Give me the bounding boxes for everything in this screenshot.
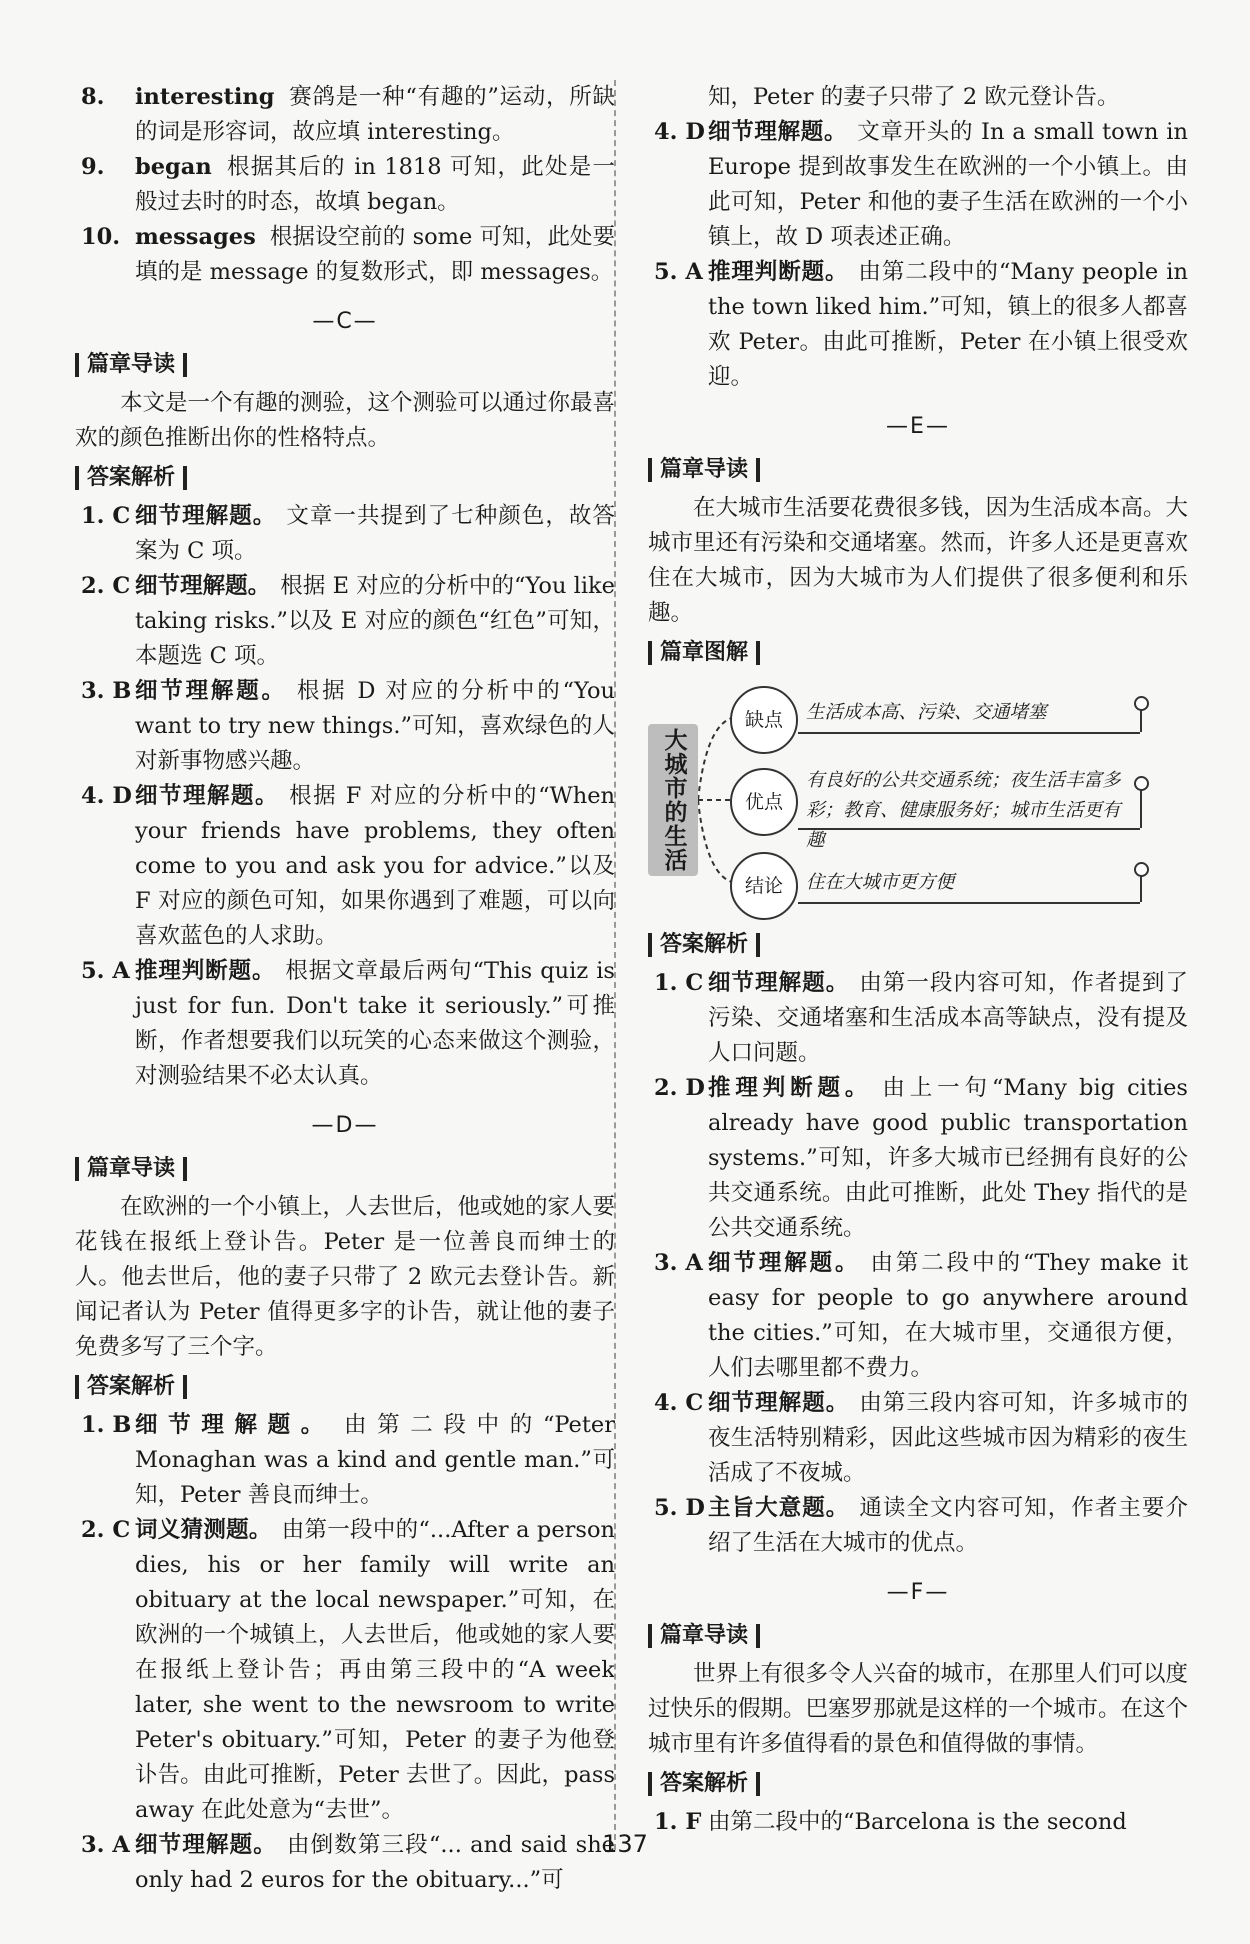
section-c-title: —C— bbox=[312, 309, 378, 334]
question-type: 推理判断题。 bbox=[708, 1075, 873, 1101]
section-f-guide: 世界上有很多令人兴奋的城市，在那里人们可以度过快乐的假期。巴塞罗那就是这样的一个城市。在这个城市里有许多值得看的景色和值得做的事情。 bbox=[648, 1661, 1189, 1757]
item-number: 1. C bbox=[81, 503, 131, 529]
explanation: 根据 D 对应的分析中的“You want to try new things.”可知，喜欢绿色的人对新事物感兴趣。 bbox=[135, 678, 615, 774]
continued-explanation: 知，Peter 的妻子只带了 2 欧元登讣告。 bbox=[708, 84, 1120, 110]
item-number: 1. F bbox=[654, 1809, 702, 1835]
explanation: 通读全文内容可知，作者主要介绍了生活在大城市的优点。 bbox=[708, 1495, 1188, 1556]
answer-item bbox=[648, 966, 1188, 1071]
right-column bbox=[648, 80, 1188, 1840]
question-type: 细节理解题。 bbox=[135, 678, 287, 704]
explanation: 文章开头的 In a small town in Europe 提到故事发生在欧洲的一个小镇上。由此可知，Peter 和他的妻子生活在欧洲的一个小镇上，故 D 项表述正确。 bbox=[708, 119, 1188, 250]
item-number: 9. bbox=[81, 154, 105, 180]
answer-word: interesting bbox=[135, 84, 275, 110]
answer-item bbox=[648, 1071, 1188, 1246]
section-d-guide-heading: 篇章导读 bbox=[75, 1151, 615, 1186]
mind-map bbox=[648, 676, 1188, 921]
explanation: 根据设空前的 some 可知，此处要填的是 message 的复数形式，即 messages。 bbox=[135, 224, 615, 285]
item-number: 2. C bbox=[81, 573, 131, 599]
question-type: 细节理解题。 bbox=[708, 1250, 861, 1276]
explanation: 赛鸽是一种“有趣的”运动，所缺的词是形容词，故应填 interesting。 bbox=[135, 84, 615, 145]
item-number: 4. D bbox=[654, 119, 705, 145]
connector-line bbox=[1140, 786, 1142, 828]
question-type: 词义猜测题。 bbox=[135, 1517, 272, 1543]
explanation: 由第一段中的“...After a person dies, his or her family will write an obituary at the local newspaper.”可知，在欧洲的一个城镇上，人去世后，他或她的家人要在报纸上登讣告；再由第三段中的“A week later, she went to the newsroom to write Peter's obituary.”可知，Peter 的妻子为他登讣告。由此可推断，Peter 去世了。因此，pass away 在此处意为“去世”。 bbox=[135, 1517, 615, 1823]
answer-item bbox=[75, 1513, 615, 1828]
answer-item bbox=[75, 779, 615, 954]
answer-item bbox=[648, 115, 1188, 255]
left-column bbox=[75, 80, 615, 1898]
explanation: 由第二段中的“Peter Monaghan was a kind and gentle man.”可知，Peter 善良而绅士。 bbox=[135, 1412, 615, 1508]
connector-line bbox=[798, 732, 1140, 734]
section-e-title: —E— bbox=[886, 414, 950, 439]
answer-item bbox=[648, 255, 1188, 395]
section-e-guide: 在大城市生活要花费很多钱，因为生活成本高。大城市里还有污染和交通堵塞。然而，许多人还是更喜欢住在大城市，因为大城市为人们提供了很多便利和乐趣。 bbox=[648, 495, 1189, 626]
item-number: 8. bbox=[81, 84, 105, 110]
mind-map-node-text: 住在大城市更方便 bbox=[806, 872, 955, 893]
section-c-guide-heading: 篇章导读 bbox=[75, 347, 615, 382]
connector-line bbox=[798, 902, 1140, 904]
answer-item bbox=[75, 80, 615, 150]
explanation: 由第二段中的“Many people in the town liked him.”可知，镇上的很多人都喜欢 Peter。由此可推断，Peter 在小镇上很受欢迎。 bbox=[708, 259, 1188, 390]
mind-map-node: 优点 bbox=[730, 768, 798, 836]
explanation: 根据 F 对应的分析中的“When your friends have problems, they often come to you and ask you for advice.”以及 F 对应的颜色可知，如果你遇到了难题，可以向喜欢蓝色的人求助。 bbox=[135, 783, 615, 949]
item-number: 5. D bbox=[654, 1495, 705, 1521]
section-e-diagram-heading: 篇章图解 bbox=[648, 635, 1188, 670]
answer-item bbox=[648, 1491, 1188, 1561]
section-d-answers-heading: 答案解析 bbox=[75, 1369, 615, 1404]
page-number: 137 bbox=[602, 1830, 648, 1858]
answer-item bbox=[75, 954, 615, 1094]
answer-item bbox=[648, 1386, 1188, 1491]
section-e-guide-heading: 篇章导读 bbox=[648, 452, 1188, 487]
item-number: 3. A bbox=[81, 1832, 130, 1858]
explanation: 文章一共提到了七种颜色，故答案为 C 项。 bbox=[135, 503, 615, 564]
mind-map-root: 大城市的生活 bbox=[648, 724, 698, 876]
section-c-guide: 本文是一个有趣的测验，这个测验可以通过你最喜欢的颜色推断出你的性格特点。 bbox=[75, 390, 616, 451]
explanation: 由倒数第三段“... and said she only had 2 euros for the obituary...”可 bbox=[135, 1832, 615, 1893]
explanation: 根据其后的 in 1818 可知，此处是一般过去时的时态，故填 began。 bbox=[135, 154, 615, 215]
question-type: 细节理解题。 bbox=[135, 573, 271, 599]
explanation: 根据 E 对应的分析中的“You like taking risks.”以及 E 对应的颜色“红色”可知，本题选 C 项。 bbox=[135, 573, 615, 669]
explanation: 根据文章最后两句“This quiz is just for fun. Don't take it seriously.”可推断，作者想要我们以玩笑的心态来做这个测验，对测验结果不必太认真。 bbox=[135, 958, 615, 1089]
question-type: 细节理解题。 bbox=[135, 783, 280, 809]
explanation: 由第三段内容可知，许多城市的夜生活特别精彩，因此这些城市因为精彩的夜生活成了不夜城。 bbox=[708, 1390, 1188, 1486]
section-e-answers-heading: 答案解析 bbox=[648, 927, 1188, 962]
explanation: 由第一段内容可知，作者提到了污染、交通堵塞和生活成本高等缺点，没有提及人口问题。 bbox=[708, 970, 1188, 1066]
question-type: 细节理解题。 bbox=[135, 1832, 277, 1858]
item-number: 1. B bbox=[81, 1412, 132, 1438]
answer-word: messages bbox=[135, 224, 256, 250]
mind-map-node-text: 生活成本高、污染、交通堵塞 bbox=[806, 702, 1047, 723]
section-d-title: —D— bbox=[311, 1113, 379, 1138]
question-type: 推理判断题。 bbox=[708, 259, 849, 285]
endpoint-dot bbox=[1134, 862, 1149, 877]
answer-item bbox=[75, 150, 615, 220]
question-type: 主旨大意题。 bbox=[708, 1495, 850, 1521]
connector-line bbox=[798, 828, 1140, 830]
answer-item bbox=[75, 569, 615, 674]
item-number: 1. C bbox=[654, 970, 704, 996]
answer-item bbox=[75, 220, 615, 290]
section-f-title: —F— bbox=[886, 1580, 950, 1605]
mind-map-node: 缺点 bbox=[730, 686, 798, 754]
question-type: 细节理解题。 bbox=[708, 970, 850, 996]
answer-item bbox=[75, 499, 615, 569]
answer-item bbox=[75, 674, 615, 779]
section-f-guide-heading: 篇章导读 bbox=[648, 1618, 1188, 1653]
item-number: 4. D bbox=[81, 783, 132, 809]
mind-map-node: 结论 bbox=[730, 852, 798, 920]
section-d-guide: 在欧洲的一个小镇上，人去世后，他或她的家人要花钱在报纸上登讣告。Peter 是一位善良而绅士的人。他去世后，他的妻子只带了 2 欧元去登讣告。新闻记者认为 Peter 值得更多字的讣告，就让他的妻子免费多写了三个字。 bbox=[75, 1194, 616, 1360]
item-number: 5. A bbox=[654, 259, 703, 285]
explanation: 由第二段中的“Barcelona is the second bbox=[708, 1809, 1127, 1835]
question-type: 推理判断题。 bbox=[135, 958, 276, 984]
explanation: 由上一句“Many big cities already have good public transportation systems.”可知，许多大城市已经拥有良好的公共交通系统。由此可推断，此处 They 指代的是公共交通系统。 bbox=[708, 1075, 1188, 1241]
item-number: 3. A bbox=[654, 1250, 703, 1276]
item-number: 2. C bbox=[81, 1517, 131, 1543]
item-number: 5. A bbox=[81, 958, 130, 984]
mind-map-node-text: 有良好的公共交通系统；夜生活丰富多彩；教育、健康服务好；城市生活更有趣 bbox=[806, 770, 1121, 851]
section-c-answers-heading: 答案解析 bbox=[75, 460, 615, 495]
endpoint-dot bbox=[1134, 776, 1149, 791]
question-type: 细节理解题。 bbox=[135, 503, 277, 529]
item-number: 10. bbox=[81, 224, 121, 250]
question-type: 细节理解题。 bbox=[135, 1412, 334, 1438]
answer-item bbox=[75, 1408, 615, 1513]
question-type: 细节理解题。 bbox=[708, 1390, 850, 1416]
question-type: 细节理解题。 bbox=[708, 119, 848, 145]
explanation: 由第二段中的“They make it easy for people to go anywhere around the cities.”可知，在大城市里，交通很方便，人们去哪里都不费力。 bbox=[708, 1250, 1188, 1381]
answer-word: began bbox=[135, 154, 212, 180]
item-number: 3. B bbox=[81, 678, 132, 704]
item-number: 2. D bbox=[654, 1075, 705, 1101]
section-f-answers-heading: 答案解析 bbox=[648, 1766, 1188, 1801]
endpoint-dot bbox=[1134, 696, 1149, 711]
column-divider bbox=[614, 80, 616, 1850]
item-number: 4. C bbox=[654, 1390, 704, 1416]
answer-item bbox=[648, 1246, 1188, 1386]
